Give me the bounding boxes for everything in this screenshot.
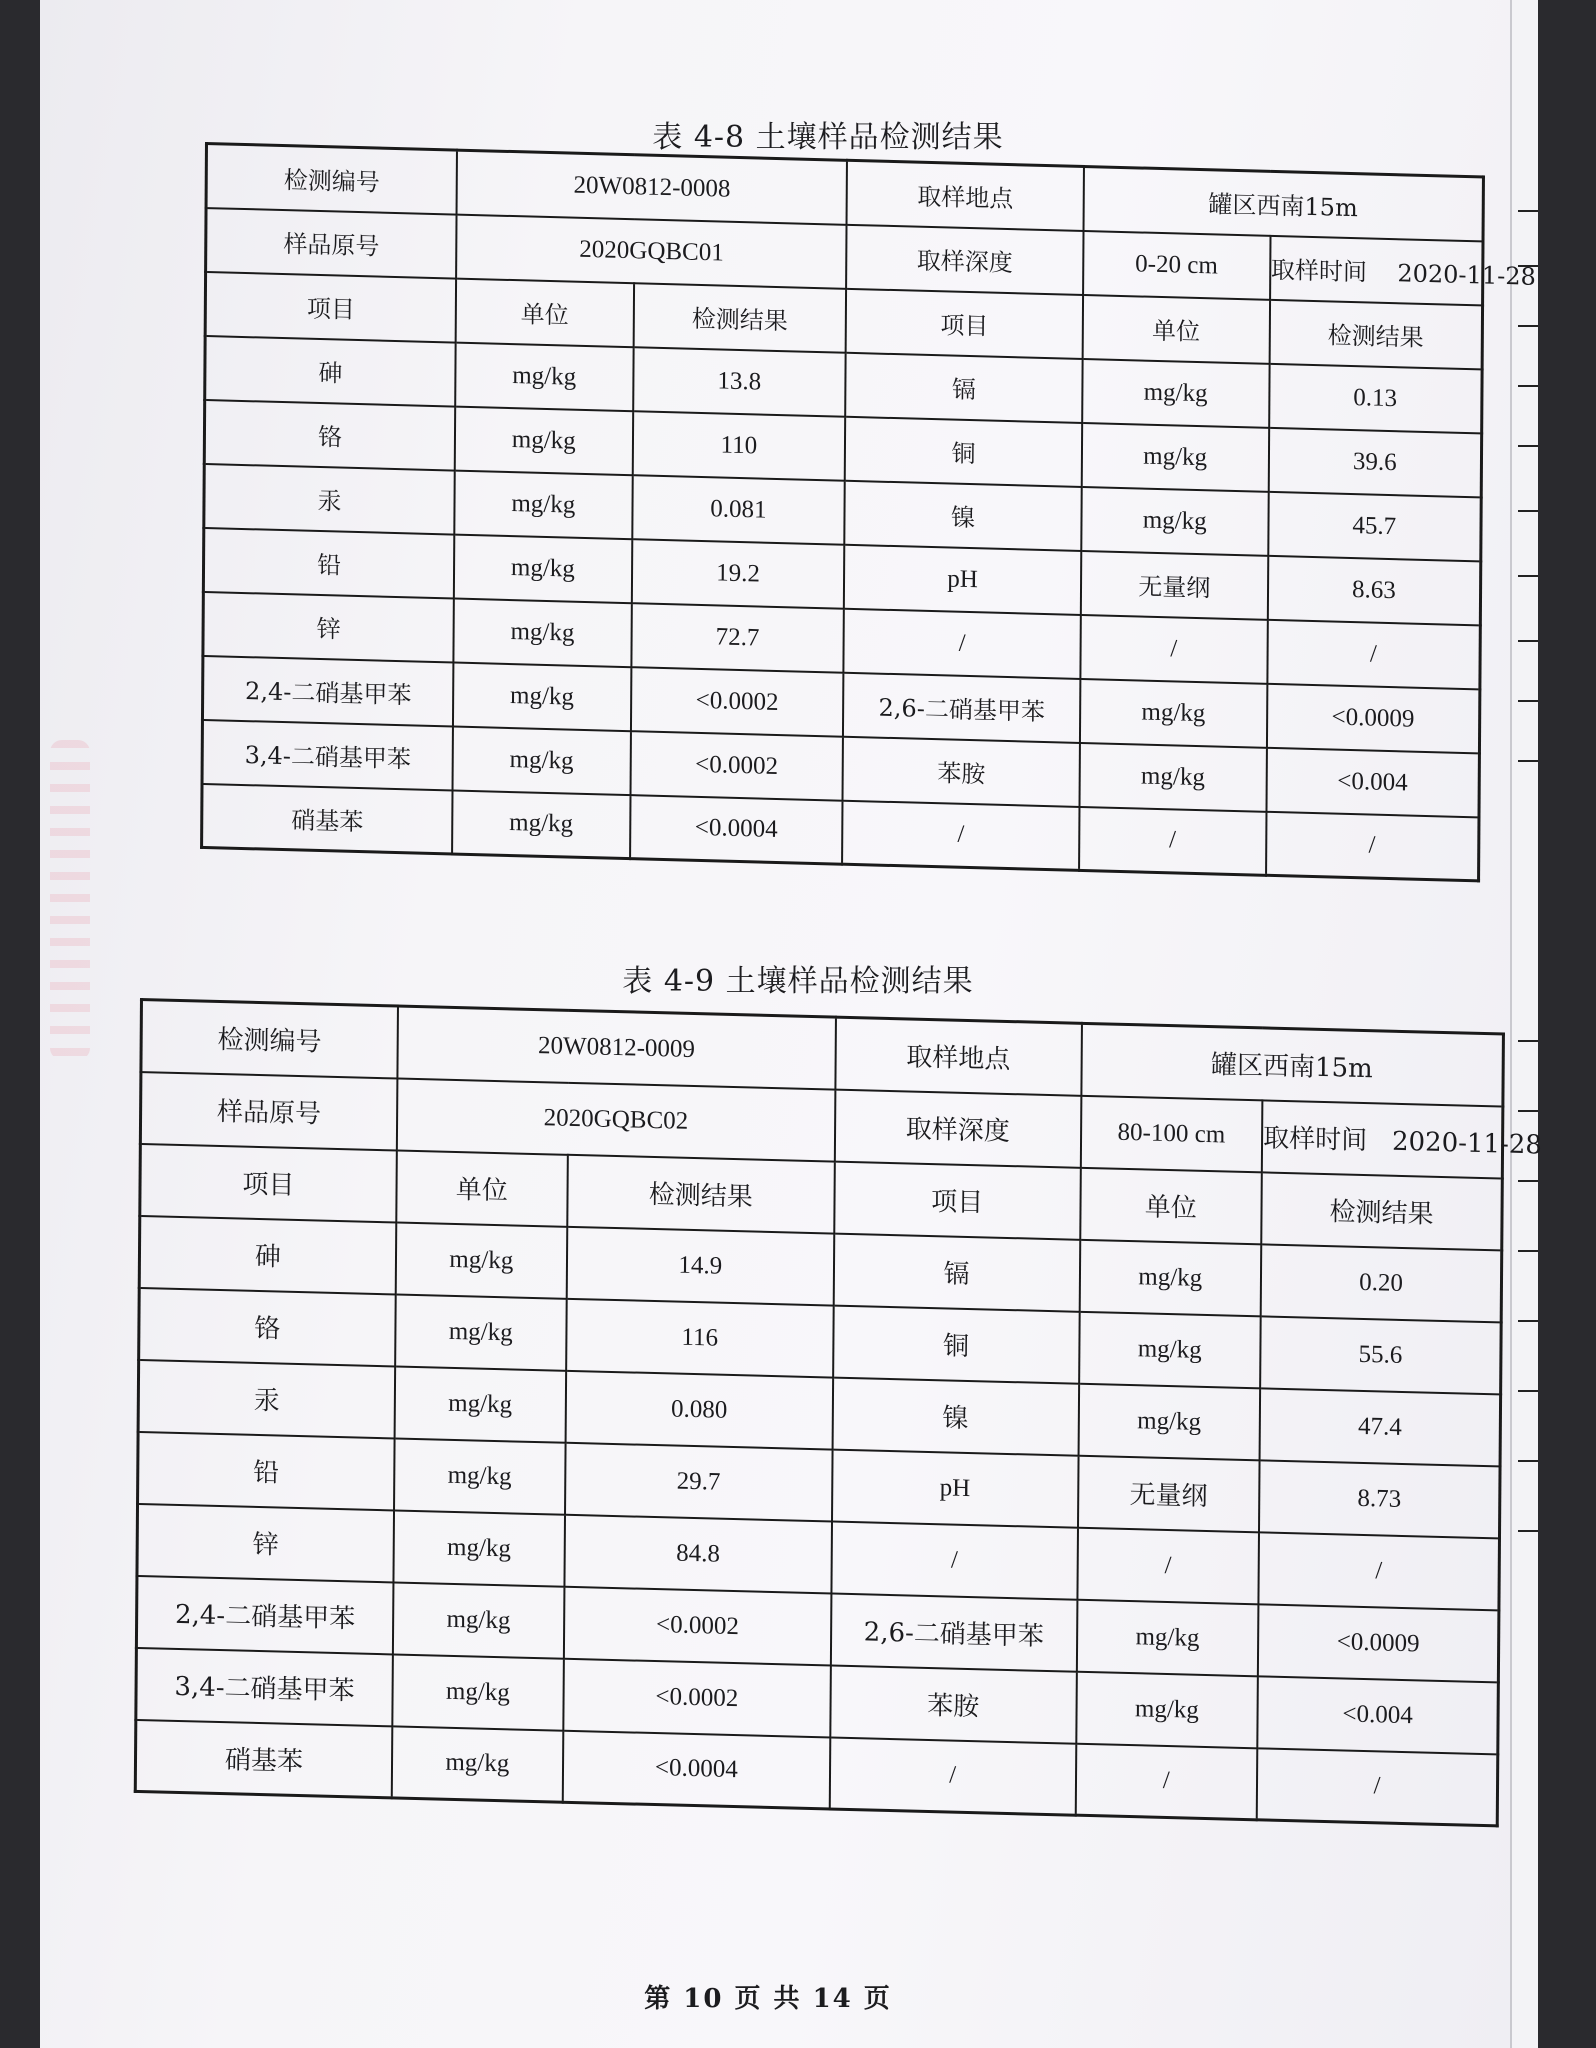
item-cell: 3,4-二硝基甲苯 <box>136 1647 393 1725</box>
depth-label: 取样深度 <box>846 224 1083 294</box>
result-cell: / <box>1257 1748 1498 1826</box>
unit-cell: mg/kg <box>454 470 632 539</box>
depth-label: 取样深度 <box>835 1089 1081 1167</box>
unit-cell: mg/kg <box>1081 486 1268 555</box>
table-caption-4-9: 表 4-9 土壤样品检测结果 <box>622 964 974 999</box>
item-cell: 2,6-二硝基甲苯 <box>843 672 1080 742</box>
time-cell <box>1262 1100 1543 1178</box>
item-cell: 苯胺 <box>843 736 1080 806</box>
header-result: 检测结果 <box>1261 1172 1502 1250</box>
unit-cell: mg/kg <box>1079 742 1266 811</box>
item-cell: 镉 <box>846 352 1083 422</box>
result-cell: <0.0009 <box>1267 683 1480 753</box>
item-cell: 锌 <box>203 591 454 662</box>
header-unit: 单位 <box>456 278 634 347</box>
header-item: 项目 <box>834 1161 1080 1239</box>
item-cell: 苯胺 <box>830 1665 1076 1743</box>
result-cell: 0.081 <box>632 475 845 545</box>
item-cell: 砷 <box>139 1216 396 1294</box>
unit-cell: mg/kg <box>1082 422 1269 491</box>
item-cell: 铬 <box>139 1287 396 1365</box>
unit-cell: mg/kg <box>392 1726 563 1802</box>
sample-value: 2020GQBC01 <box>456 214 847 288</box>
result-cell: 14.9 <box>566 1226 834 1305</box>
unit-cell: mg/kg <box>394 1366 565 1442</box>
location-label: 取样地点 <box>847 160 1084 230</box>
result-cell: <0.0002 <box>630 667 843 737</box>
unit-cell: mg/kg <box>455 406 633 475</box>
result-cell: 0.080 <box>565 1370 833 1449</box>
item-cell: 硝基苯 <box>135 1719 392 1797</box>
result-cell: 0.20 <box>1261 1244 1502 1322</box>
item-cell: 2,6-二硝基甲苯 <box>831 1593 1077 1671</box>
result-cell: <0.0009 <box>1258 1604 1499 1682</box>
result-cell: / <box>1267 619 1480 689</box>
header-result: 检测结果 <box>633 283 846 353</box>
unit-cell: mg/kg <box>393 1582 564 1658</box>
header-unit: 单位 <box>396 1150 567 1226</box>
soil-results-table-4-8 <box>200 142 1536 882</box>
unit-cell: mg/kg <box>1082 358 1269 427</box>
id-label: 检测编号 <box>206 144 457 215</box>
result-cell: / <box>1266 811 1479 881</box>
result-cell: <0.004 <box>1266 747 1479 817</box>
header-item: 项目 <box>140 1144 397 1222</box>
item-cell: 硝基苯 <box>202 783 453 854</box>
unit-cell: / <box>1080 614 1267 683</box>
result-cell: 19.2 <box>631 539 844 609</box>
item-cell: 汞 <box>204 463 455 534</box>
unit-cell: mg/kg <box>455 342 633 411</box>
unit-cell: mg/kg <box>453 662 631 731</box>
item-cell: 镍 <box>845 480 1082 550</box>
sample-value: 2020GQBC02 <box>397 1078 836 1161</box>
time-cell <box>1270 235 1536 305</box>
result-cell: 8.63 <box>1267 555 1480 625</box>
result-cell: 39.6 <box>1268 427 1481 497</box>
id-value: 20W0812-0009 <box>397 1006 836 1089</box>
result-cell: <0.0002 <box>564 1586 832 1665</box>
depth-value: 80-100 cm <box>1080 1095 1262 1172</box>
unit-cell: mg/kg <box>392 1654 563 1730</box>
unit-cell: mg/kg <box>395 1294 566 1370</box>
result-cell: <0.004 <box>1257 1676 1498 1754</box>
unit-cell: mg/kg <box>393 1510 564 1586</box>
result-cell: 116 <box>566 1298 834 1377</box>
page-number-footer: 第 10 页 共 14 页 <box>644 1984 892 2014</box>
header-result: 检测结果 <box>1269 299 1482 369</box>
result-cell: 72.7 <box>631 603 844 673</box>
item-cell: / <box>830 1737 1076 1815</box>
table-caption-4-8: 表 4-8 土壤样品检测结果 <box>652 120 1004 155</box>
faded-stamp-mark <box>50 740 90 1060</box>
result-cell: 110 <box>632 411 845 481</box>
result-cell: <0.0004 <box>563 1730 831 1809</box>
result-cell: 45.7 <box>1268 491 1481 561</box>
item-cell: / <box>844 608 1081 678</box>
item-cell: pH <box>844 544 1081 614</box>
location-value: 罐区西南15m <box>1081 1023 1504 1106</box>
item-cell: 镉 <box>834 1233 1080 1311</box>
item-cell: 2,4-二硝基甲苯 <box>202 655 453 726</box>
unit-cell: mg/kg <box>1079 1311 1261 1388</box>
time-value: 2020-11-28 <box>1397 259 1536 291</box>
unit-cell: mg/kg <box>394 1438 565 1514</box>
depth-value: 0-20 cm <box>1083 230 1270 299</box>
unit-cell: mg/kg <box>1076 1671 1258 1748</box>
unit-cell: 无量纲 <box>1078 1455 1260 1532</box>
item-cell: 镍 <box>832 1377 1078 1455</box>
item-cell: 铅 <box>138 1431 395 1509</box>
result-cell: <0.0002 <box>563 1658 831 1737</box>
location-value: 罐区西南15m <box>1083 167 1483 241</box>
item-cell: 砷 <box>205 336 456 407</box>
result-cell: <0.0002 <box>630 731 843 801</box>
item-cell: 铜 <box>845 416 1082 486</box>
result-cell: 8.73 <box>1259 1460 1500 1538</box>
item-cell: / <box>831 1521 1077 1599</box>
time-value: 2020-11-28 <box>1391 1126 1543 1161</box>
item-cell: / <box>842 800 1079 870</box>
unit-cell: 无量纲 <box>1081 550 1268 619</box>
result-cell: 47.4 <box>1260 1388 1501 1466</box>
unit-cell: mg/kg <box>453 726 631 795</box>
sample-label: 样品原号 <box>140 1072 397 1150</box>
unit-cell: mg/kg <box>454 534 632 603</box>
header-unit: 单位 <box>1080 1167 1262 1244</box>
sample-label: 样品原号 <box>206 208 457 279</box>
item-cell: 锌 <box>137 1503 394 1581</box>
unit-cell: mg/kg <box>1078 1383 1260 1460</box>
unit-cell: mg/kg <box>1080 678 1267 747</box>
unit-cell: mg/kg <box>1079 1239 1261 1316</box>
header-unit: 单位 <box>1082 294 1269 363</box>
result-cell: 84.8 <box>564 1514 832 1593</box>
soil-results-table-4-9 <box>134 998 1543 1827</box>
header-item: 项目 <box>846 288 1083 358</box>
result-cell: 55.6 <box>1260 1316 1501 1394</box>
item-cell: 汞 <box>138 1359 395 1437</box>
header-item: 项目 <box>205 272 456 343</box>
unit-cell: mg/kg <box>452 790 630 859</box>
unit-cell: mg/kg <box>396 1222 567 1298</box>
item-cell: 铅 <box>203 527 454 598</box>
unit-cell: / <box>1075 1743 1257 1820</box>
item-cell: 铬 <box>204 399 455 470</box>
result-cell: 29.7 <box>565 1442 833 1521</box>
item-cell: 3,4-二硝基甲苯 <box>202 719 453 790</box>
item-cell: 铜 <box>833 1305 1079 1383</box>
header-result: 检测结果 <box>567 1154 835 1233</box>
id-label: 检测编号 <box>141 1000 398 1078</box>
adjacent-page-edge <box>1510 0 1538 2048</box>
item-cell: pH <box>832 1449 1078 1527</box>
item-cell: 2,4-二硝基甲苯 <box>136 1575 393 1653</box>
result-cell: / <box>1259 1532 1500 1610</box>
id-value: 20W0812-0008 <box>457 150 848 224</box>
unit-cell: mg/kg <box>1076 1599 1258 1676</box>
result-cell: 0.13 <box>1269 363 1482 433</box>
unit-cell: mg/kg <box>454 598 632 667</box>
result-cell: <0.0004 <box>630 795 843 865</box>
result-cell: 13.8 <box>633 347 846 417</box>
time-label: 取样时间 <box>1270 255 1367 287</box>
time-label: 取样时间 <box>1263 1123 1368 1157</box>
unit-cell: / <box>1079 806 1266 875</box>
location-label: 取样地点 <box>835 1017 1081 1095</box>
unit-cell: / <box>1077 1527 1259 1604</box>
